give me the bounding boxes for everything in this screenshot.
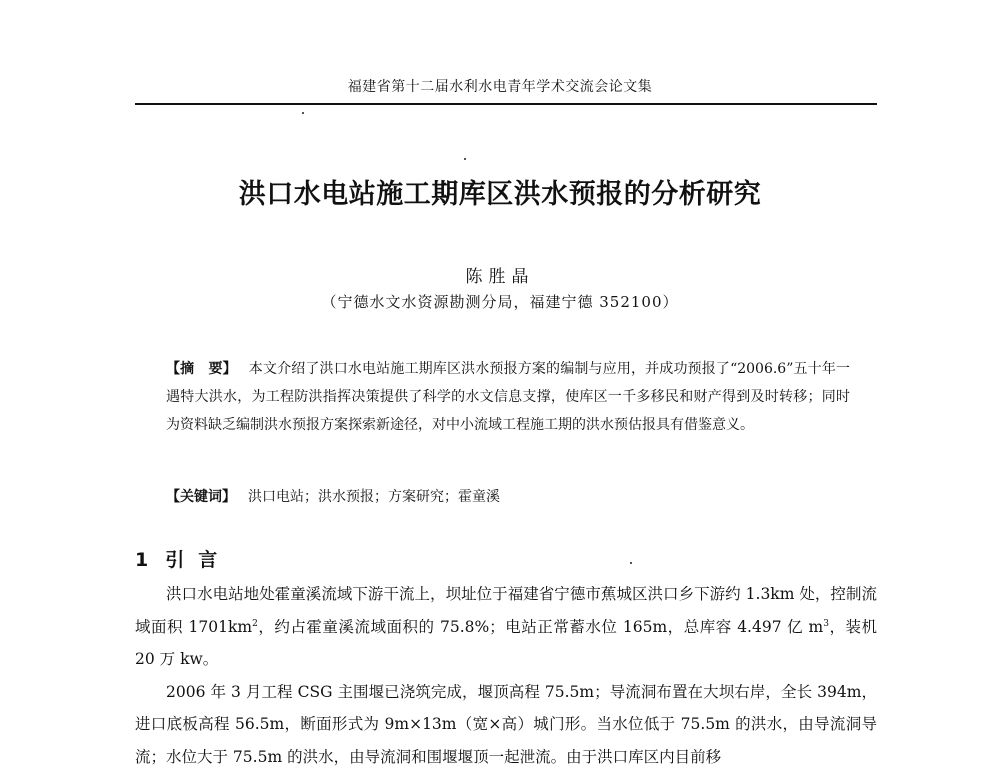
superscript: 2 bbox=[252, 618, 258, 628]
keywords-text: 洪口电站；洪水预报；方案研究；霍童溪 bbox=[248, 489, 500, 505]
author-affiliation: （宁德水文水资源勘测分局，福建宁德 352100） bbox=[0, 291, 1000, 312]
abstract-text: 本文介绍了洪口水电站施工期库区洪水预报方案的编制与应用，并成功预报了“2006.6”五十年一遇特大洪水，为工程防洪指挥决策提供了科学的水文信息支撑，使库区一千多移民和财产得到及时转移；同时为资料缺乏编制洪水预报方案探索新途径，对中小流域工程施工期的洪水预估报具有借鉴意义。 bbox=[166, 361, 850, 433]
scan-speck bbox=[630, 562, 632, 564]
abstract bbox=[166, 355, 850, 439]
scan-speck bbox=[464, 158, 466, 160]
section-number: 1 bbox=[135, 549, 149, 571]
paragraph-text: 2006 年 3 月工程 CSG 主围堰已浇筑完成，堰顶高程 75.5m；导流洞布置在大坝右岸，全长 394m，进口底板高程 56.5m，断面形式为 9m×13m（宽×高）城门形。当水位低于 75.5m 的洪水，由导流洞导流；水位大于 75.5m 的洪水，由导流洞和围堰堰顶一起泄流。由于洪口库区内目前移 bbox=[135, 683, 877, 766]
paragraph-text: 洪口水电站地处霍童溪流域下游干流上，坝址位于福建省宁德市蕉城区洪口乡下游约 1.3km 处，控制流域面积 1701km bbox=[135, 585, 877, 636]
paragraph-text: ，装机 20 万 kw。 bbox=[135, 618, 877, 669]
superscript: 3 bbox=[823, 618, 829, 628]
body-paragraph bbox=[135, 676, 877, 773]
abstract-label: 【摘 要】 bbox=[166, 361, 237, 377]
paragraph-text: ，约占霍童溪流域面积的 75.8%；电站正常蓄水位 165m，总库容 4.497 亿 m bbox=[258, 618, 823, 636]
body-paragraph bbox=[135, 578, 877, 676]
keywords bbox=[166, 483, 850, 511]
header-rule bbox=[135, 103, 877, 105]
section-body bbox=[135, 578, 877, 773]
author-name: 陈胜晶 bbox=[0, 262, 1000, 287]
section-heading bbox=[135, 545, 231, 572]
keywords-label: 【关键词】 bbox=[166, 489, 236, 505]
paper-title: 洪口水电站施工期库区洪水预报的分析研究 bbox=[0, 172, 1000, 211]
scan-speck bbox=[302, 112, 304, 114]
section-title: 引言 bbox=[165, 549, 231, 571]
running-header: 福建省第十二届水利水电青年学术交流会论文集 bbox=[0, 76, 1000, 96]
